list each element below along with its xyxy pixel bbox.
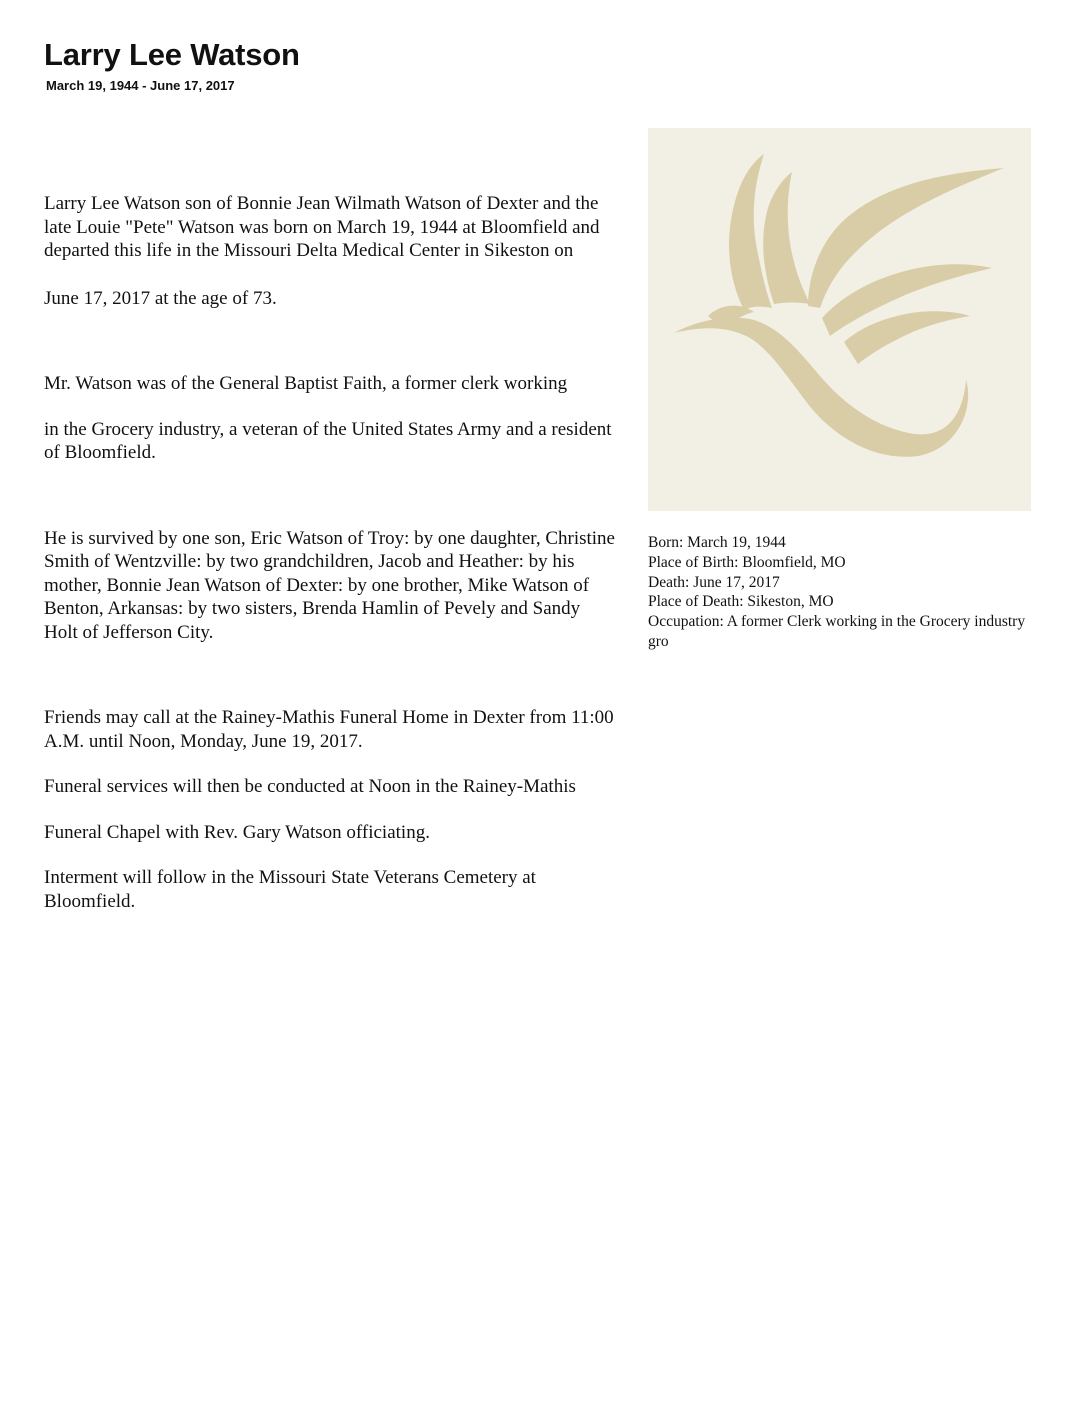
paragraph-services: Funeral services will then be conducted at Noon in the Rainey-Mathis: [44, 776, 576, 797]
fact-place-of-birth: Place of Birth: Bloomfield, MO: [648, 553, 846, 571]
paragraph-age: June 17, 2017 at the age of 73.: [44, 287, 277, 309]
dove-icon: [648, 128, 1031, 511]
paragraph-interment: Interment will follow in the Missouri State Veterans Cemetery at Bloomfield.: [44, 867, 536, 912]
fact-death: Death: June 17, 2017: [648, 573, 780, 591]
fact-born: Born: March 19, 1944: [648, 534, 786, 551]
vital-facts: [648, 533, 1038, 652]
obituary-text: [44, 192, 616, 913]
deceased-name: Larry Lee Watson: [44, 37, 300, 72]
obituary-header: [44, 36, 300, 94]
paragraph-faith: Mr. Watson was of the General Baptist Faith, a former clerk working: [44, 373, 568, 394]
life-dates: March 19, 1944 - June 17, 2017: [46, 78, 235, 93]
fact-occupation: Occupation: A former Clerk working in the Grocery industry gro: [648, 613, 1026, 650]
paragraph-survivors: He is survived by one son, Eric Watson of Troy: by one daughter, Christine Smith of Wentzville: by two grandchildren, Jacob and Heather: by his mother, Bonnie Jean Watson of Dexter: by one brother, Mike Watson of Benton, Arkansas: by two sisters, Brenda Hamlin of Pevely and Sandy Holt of Jefferson City.: [44, 527, 615, 643]
paragraph-chapel: Funeral Chapel with Rev. Gary Watson officiating.: [44, 821, 430, 843]
fact-place-of-death: Place of Death: Sikeston, MO: [648, 593, 834, 611]
paragraph-career: in the Grocery industry, a veteran of the United States Army and a resident of Bloomfield.: [44, 418, 612, 463]
memorial-photo: [648, 128, 1031, 511]
paragraph-visitation: Friends may call at the Rainey-Mathis Funeral Home in Dexter from 11:00 A.M. until Noon, Monday, June 19, 2017.: [44, 707, 614, 752]
paragraph-birth-death: Larry Lee Watson son of Bonnie Jean Wilmath Watson of Dexter and the late Louie "Pete" Watson was born on March 19, 1944 at Bloomfield and departed this life in the Missouri Delta Medical Center in Sikeston on: [44, 193, 600, 261]
